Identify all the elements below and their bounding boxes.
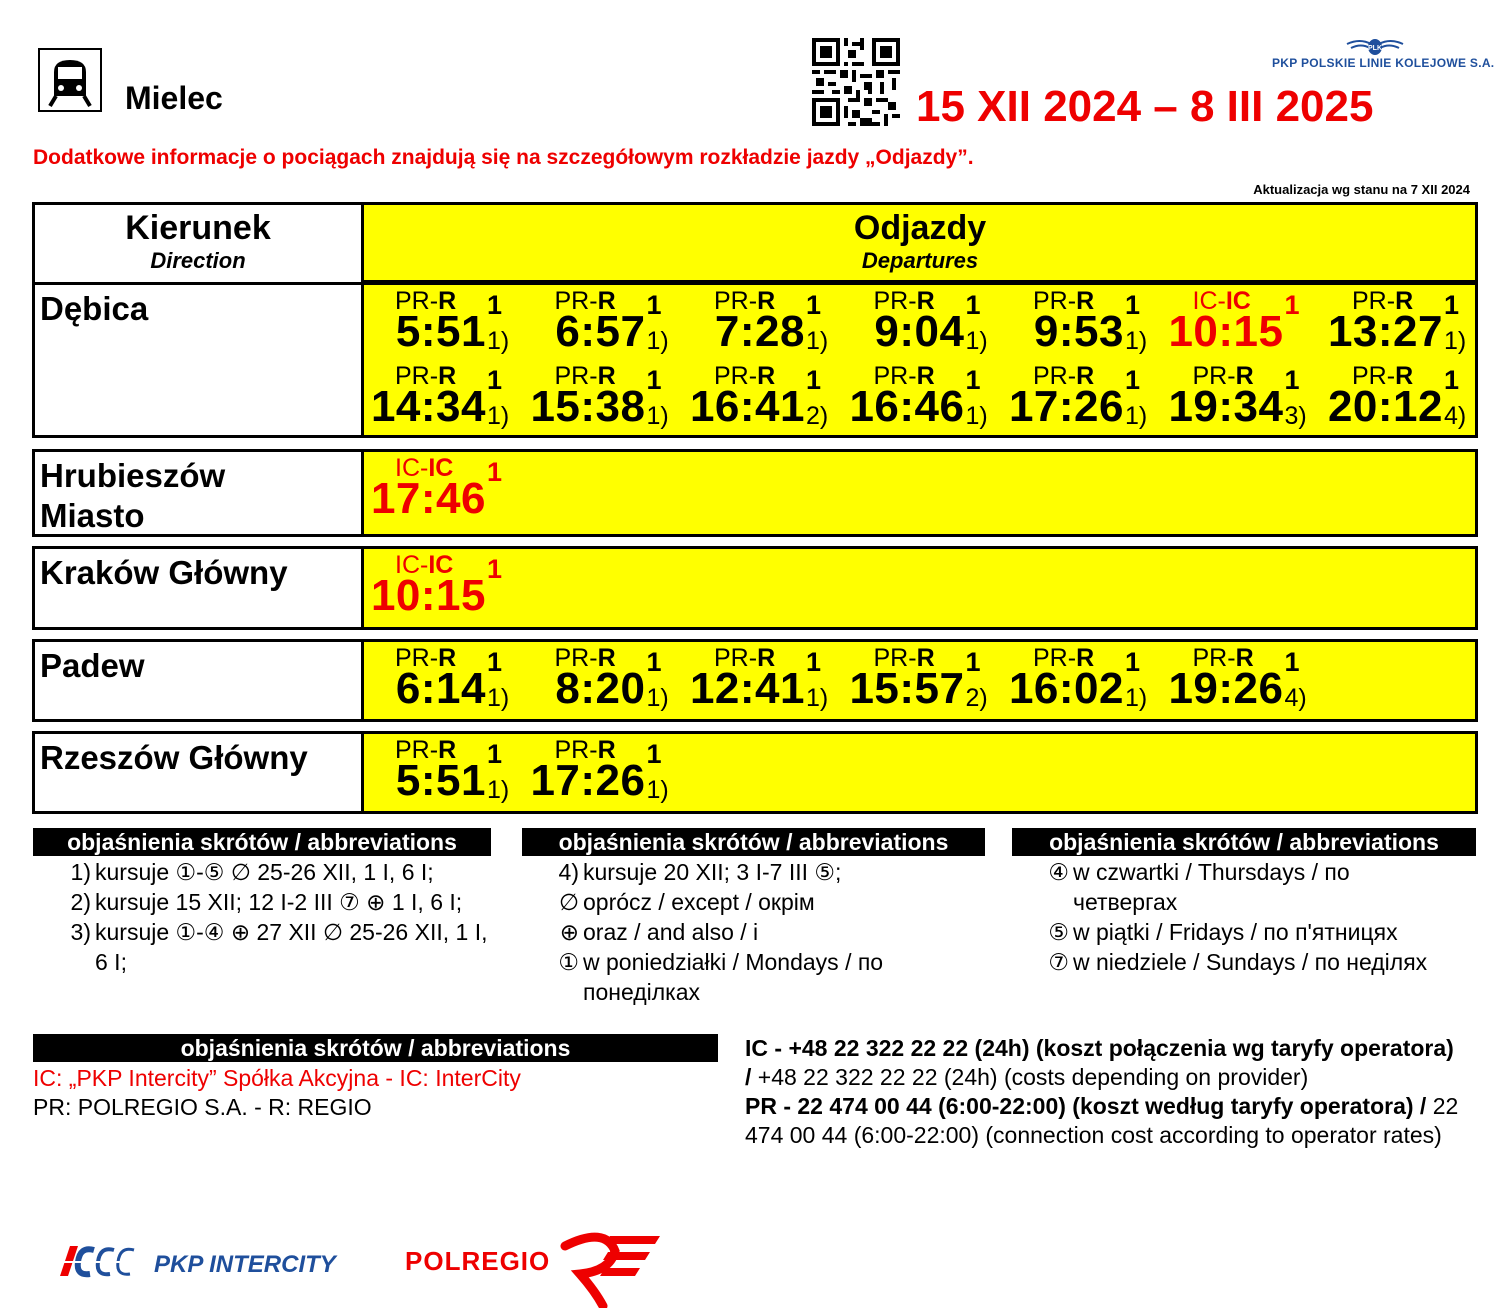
operator-code: PR- xyxy=(1192,362,1236,390)
departure-entry[interactable] xyxy=(684,285,843,360)
departures-header xyxy=(365,205,1475,283)
footnote-ref: 1) xyxy=(487,327,510,355)
category-code: R xyxy=(916,362,935,390)
departure-time: 16:46 xyxy=(849,382,965,431)
operator-code: IC- xyxy=(395,454,429,482)
departure-time: 5:51 xyxy=(395,756,486,805)
departures-label-pl: Odjazdy xyxy=(853,209,987,247)
departure-time: 16:02 xyxy=(1008,664,1124,713)
footnote-row xyxy=(545,857,945,887)
operator-ic: IC: „PKP Intercity” Spółka Akcyjna - IC: InterCity xyxy=(33,1065,521,1091)
category-code: R xyxy=(1395,287,1414,315)
footnote-row xyxy=(57,857,497,887)
company-name: PKP POLSKIE LINIE KOLEJOWE S.A. xyxy=(1272,56,1495,70)
intercity-logo-text: PKP INTERCITY xyxy=(154,1251,336,1278)
footnote-ref: 1) xyxy=(487,402,510,430)
travel-class: 1 xyxy=(487,554,503,584)
footnote-key: ④ xyxy=(1048,859,1069,885)
destination-name: Kraków Główny xyxy=(40,554,288,591)
footnote-key: ⑤ xyxy=(1048,919,1069,945)
departure-time: 13:27 xyxy=(1327,307,1443,356)
train-icon xyxy=(38,48,102,112)
direction-header xyxy=(35,205,364,283)
destination-cell xyxy=(35,734,364,811)
footnote-key: 3) xyxy=(70,919,91,945)
footnote-key: ⊕ xyxy=(559,919,579,945)
travel-class: 1 xyxy=(487,647,503,677)
travel-class: 1 xyxy=(646,290,662,320)
departure-entry[interactable] xyxy=(1163,285,1322,360)
destination-cell xyxy=(35,452,364,534)
category-code: R xyxy=(438,736,457,764)
category-code: R xyxy=(438,644,457,672)
travel-class: 1 xyxy=(1125,365,1141,395)
footnote-ref: 1) xyxy=(646,776,669,804)
departure-entry[interactable] xyxy=(1003,642,1162,717)
operator-code: PR- xyxy=(873,644,917,672)
travel-class: 1 xyxy=(1125,647,1141,677)
operator-code: PR- xyxy=(1192,644,1236,672)
operator-code: PR- xyxy=(714,287,758,315)
travel-class: 1 xyxy=(965,647,981,677)
footnote-ref: 1) xyxy=(806,327,829,355)
footnote-text: w poniedziałki / Mondays / по понеділках xyxy=(583,949,884,1005)
departure-entry[interactable] xyxy=(365,285,524,360)
departure-entry[interactable] xyxy=(844,285,1003,360)
operator-code: PR- xyxy=(554,362,598,390)
operator-code: PR- xyxy=(395,736,439,764)
departure-time: 15:38 xyxy=(530,382,646,431)
category-code: R xyxy=(1395,362,1414,390)
footnote-key: ① xyxy=(558,949,579,975)
footnote-text: kursuje ①-⑤ ∅ 25-26 XII, 1 I, 6 I; xyxy=(95,859,434,885)
footnote-ref: 4) xyxy=(1284,684,1307,712)
category-code: R xyxy=(438,362,457,390)
operator-code: IC- xyxy=(395,551,429,579)
footnote-ref: 2) xyxy=(965,684,988,712)
departure-time: 19:34 xyxy=(1168,382,1284,431)
travel-class: 1 xyxy=(487,290,503,320)
category-code: R xyxy=(597,287,616,315)
departure-time: 19:26 xyxy=(1168,664,1284,713)
operator-code: PR- xyxy=(1352,287,1396,315)
travel-class: 1 xyxy=(1284,647,1300,677)
contact-ic-normal: +48 22 322 22 22 (24h) (costs depending on provider) xyxy=(751,1064,1309,1090)
destination-name: Dębica xyxy=(40,290,149,327)
qr-code-icon[interactable] xyxy=(812,38,900,126)
category-code: R xyxy=(1235,644,1254,672)
destination-cell xyxy=(35,549,364,627)
category-code: R xyxy=(438,287,457,315)
abbreviations-heading: objaśnienia skrótów / abbreviations xyxy=(33,828,491,856)
operator-code: PR- xyxy=(395,644,439,672)
departure-entry[interactable] xyxy=(684,360,843,435)
travel-class: 1 xyxy=(1284,290,1300,320)
footnote-text: w piątki / Fridays / по п'ятницях xyxy=(1073,919,1398,945)
footnote-row xyxy=(1035,947,1455,977)
category-code: R xyxy=(757,287,776,315)
travel-class: 1 xyxy=(1125,290,1141,320)
departure-time: 17:26 xyxy=(530,756,646,805)
contact-pr xyxy=(745,1092,1465,1150)
destination-block xyxy=(32,282,1478,438)
timetable-header xyxy=(32,202,1478,283)
travel-class: 1 xyxy=(487,365,503,395)
departure-entry[interactable] xyxy=(525,642,684,717)
departure-entry[interactable] xyxy=(1163,642,1322,717)
departure-entry[interactable] xyxy=(365,642,524,717)
departure-entry[interactable] xyxy=(365,734,524,809)
polregio-logo-text: POLREGIO xyxy=(405,1246,551,1276)
category-code: R xyxy=(757,362,776,390)
travel-class: 1 xyxy=(487,457,503,487)
destination-name: Rzeszów Główny xyxy=(40,739,308,776)
destination-cell xyxy=(35,285,364,435)
direction-label-pl: Kierunek xyxy=(125,209,271,247)
footnote-ref: 2) xyxy=(806,402,829,430)
footnote-key: ∅ xyxy=(558,889,579,915)
departure-entry[interactable] xyxy=(525,285,684,360)
category-code: IC xyxy=(428,454,454,482)
polregio-logo xyxy=(405,1226,665,1308)
travel-class: 1 xyxy=(965,365,981,395)
footnote-row xyxy=(57,887,497,917)
departure-entry[interactable] xyxy=(525,360,684,435)
contact-pr-normal: 22 474 00 44 (6:00-22:00) (connection cost according to operator rates) xyxy=(745,1093,1459,1148)
operator-code: PR- xyxy=(554,736,598,764)
operator-code: PR- xyxy=(1033,362,1077,390)
departure-time: 10:15 xyxy=(1168,307,1284,356)
travel-class: 1 xyxy=(646,365,662,395)
destination-block xyxy=(32,731,1478,814)
departure-time: 12:41 xyxy=(689,664,805,713)
footnote-ref: 1) xyxy=(1125,327,1148,355)
update-date: Aktualizacja wg stanu na 7 XII 2024 xyxy=(1253,182,1470,197)
departure-entry[interactable] xyxy=(365,549,524,624)
operator-code: PR- xyxy=(714,644,758,672)
departure-time: 16:41 xyxy=(689,382,805,431)
operator-code: PR- xyxy=(1033,644,1077,672)
destination-block xyxy=(32,639,1478,722)
footnote-key: ⑦ xyxy=(1048,949,1069,975)
footnote-ref: 1) xyxy=(1444,327,1467,355)
travel-class: 1 xyxy=(806,647,822,677)
departure-time: 17:26 xyxy=(1008,382,1124,431)
operator-code: PR- xyxy=(1033,287,1077,315)
category-code: R xyxy=(1076,362,1095,390)
departure-entry[interactable] xyxy=(844,642,1003,717)
info-notice: Dodatkowe informacje o pociągach znajdują się na szczegółowym rozkładzie jazdy „Odjazdy”. xyxy=(33,146,974,169)
category-code: IC xyxy=(1225,287,1251,315)
destination-name: Padew xyxy=(40,647,145,684)
operator-code: PR- xyxy=(873,362,917,390)
contact-ic-bold: IC - +48 22 322 22 22 (24h) (koszt połączenia wg taryfy operatora) / xyxy=(745,1035,1454,1090)
footnote-ref: 1) xyxy=(965,402,988,430)
footnote-ref: 3) xyxy=(1284,402,1307,430)
direction-label-en: Direction xyxy=(150,248,246,273)
footnote-text: kursuje 15 XII; 12 I-2 III ⑦ ⊕ 1 I, 6 I; xyxy=(95,889,463,915)
destination-block xyxy=(32,546,1478,630)
footnote-ref: 1) xyxy=(646,684,669,712)
abbreviations-heading: objaśnienia skrótów / abbreviations xyxy=(33,1034,718,1062)
footnote-text: kursuje ①-④ ⊕ 27 XII ∅ 25-26 XII, 1 I, 6 I; xyxy=(95,919,488,975)
departure-entry[interactable] xyxy=(1003,285,1162,360)
footnote-text: kursuje 20 XII; 3 I-7 III ⑤; xyxy=(583,859,842,885)
travel-class: 1 xyxy=(1284,365,1300,395)
operator-code: PR- xyxy=(554,287,598,315)
departure-time: 9:04 xyxy=(874,307,965,356)
footnote-key: 2) xyxy=(70,889,91,915)
departure-time: 7:28 xyxy=(714,307,805,356)
destination-cell xyxy=(35,642,364,719)
departure-entry[interactable] xyxy=(844,360,1003,435)
footnote-text: w czwartki / Thursdays / по четвергах xyxy=(1073,859,1350,915)
operator-legend xyxy=(33,1064,521,1122)
footnote-row xyxy=(1035,917,1455,947)
category-code: R xyxy=(1076,644,1095,672)
departure-entry[interactable] xyxy=(1322,285,1481,360)
travel-class: 1 xyxy=(1444,290,1460,320)
footnote-text: w niedziele / Sundays / по неділях xyxy=(1073,949,1428,975)
departure-time: 6:57 xyxy=(555,307,646,356)
footnote-ref: 1) xyxy=(646,327,669,355)
footnotes-col1 xyxy=(57,857,497,977)
footnote-row xyxy=(1035,857,1455,917)
category-code: R xyxy=(597,644,616,672)
departure-time: 9:53 xyxy=(1033,307,1124,356)
pkp-plk-logo xyxy=(1345,36,1405,58)
departure-time: 10:15 xyxy=(370,571,486,620)
departure-entry[interactable] xyxy=(365,452,524,527)
travel-class: 1 xyxy=(965,290,981,320)
footnotes-col2 xyxy=(545,857,945,1007)
category-code: IC xyxy=(428,551,454,579)
departure-entry[interactable] xyxy=(365,360,524,435)
departure-time: 15:57 xyxy=(849,664,965,713)
operator-code: PR- xyxy=(714,362,758,390)
category-code: R xyxy=(1076,287,1095,315)
departure-entry[interactable] xyxy=(1163,360,1322,435)
footnote-row xyxy=(545,947,945,1007)
operator-pr: PR: POLREGIO S.A. - R: REGIO xyxy=(33,1094,372,1120)
travel-class: 1 xyxy=(806,365,822,395)
station-name: Mielec xyxy=(125,80,223,116)
abbreviations-heading: objaśnienia skrótów / abbreviations xyxy=(522,828,985,856)
travel-class: 1 xyxy=(806,290,822,320)
footnote-ref: 1) xyxy=(487,776,510,804)
abbreviations-heading: objaśnienia skrótów / abbreviations xyxy=(1012,828,1476,856)
departures-label-en: Departures xyxy=(861,248,979,273)
operator-code: PR- xyxy=(554,644,598,672)
footnote-row xyxy=(57,917,497,977)
travel-class: 1 xyxy=(646,739,662,769)
operator-code: PR- xyxy=(395,287,439,315)
operator-code: IC- xyxy=(1192,287,1226,315)
category-code: R xyxy=(597,362,616,390)
footnote-ref: 1) xyxy=(806,684,829,712)
footnote-ref: 1) xyxy=(646,402,669,430)
travel-class: 1 xyxy=(1444,365,1460,395)
category-code: R xyxy=(916,644,935,672)
footnote-ref: 1) xyxy=(1125,402,1148,430)
departure-time: 6:14 xyxy=(395,664,486,713)
departure-time: 17:46 xyxy=(370,474,486,523)
footnote-ref: 1) xyxy=(965,327,988,355)
departure-time: 5:51 xyxy=(395,307,486,356)
operator-code: PR- xyxy=(395,362,439,390)
departure-entry[interactable] xyxy=(1003,360,1162,435)
operator-code: PR- xyxy=(1352,362,1396,390)
departure-time: 20:12 xyxy=(1327,382,1443,431)
footnote-key: 4) xyxy=(558,859,579,885)
footnote-ref: 4) xyxy=(1444,402,1467,430)
footnote-text: oraz / and also / і xyxy=(583,919,759,945)
footnote-ref: 1) xyxy=(487,684,510,712)
contact-ic xyxy=(745,1034,1465,1092)
departure-time: 14:34 xyxy=(370,382,486,431)
departure-time: 8:20 xyxy=(555,664,646,713)
logo-text: PLK xyxy=(1368,45,1382,52)
footnote-key: 1) xyxy=(70,859,91,885)
footnotes-col3 xyxy=(1035,857,1455,977)
destination-name: Hrubieszów Miasto xyxy=(40,457,226,534)
category-code: R xyxy=(1235,362,1254,390)
departure-entry[interactable] xyxy=(525,734,684,809)
category-code: R xyxy=(597,736,616,764)
footnote-row xyxy=(545,917,945,947)
contact-pr-bold: PR - 22 474 00 44 (6:00-22:00) (koszt według taryfy operatora) / xyxy=(745,1093,1427,1119)
footnote-text: oprócz / except / окрім xyxy=(583,889,815,915)
validity-period: 15 XII 2024 – 8 III 2025 xyxy=(916,82,1374,131)
category-code: R xyxy=(757,644,776,672)
operator-code: PR- xyxy=(873,287,917,315)
travel-class: 1 xyxy=(646,647,662,677)
destination-block xyxy=(32,449,1478,537)
pkp-intercity-logo xyxy=(56,1232,356,1288)
contact-info xyxy=(745,1034,1465,1150)
footnote-row xyxy=(545,887,945,917)
departure-entry[interactable] xyxy=(1322,360,1481,435)
category-code: R xyxy=(916,287,935,315)
travel-class: 1 xyxy=(487,739,503,769)
departure-entry[interactable] xyxy=(684,642,843,717)
footnote-ref: 1) xyxy=(1125,684,1148,712)
